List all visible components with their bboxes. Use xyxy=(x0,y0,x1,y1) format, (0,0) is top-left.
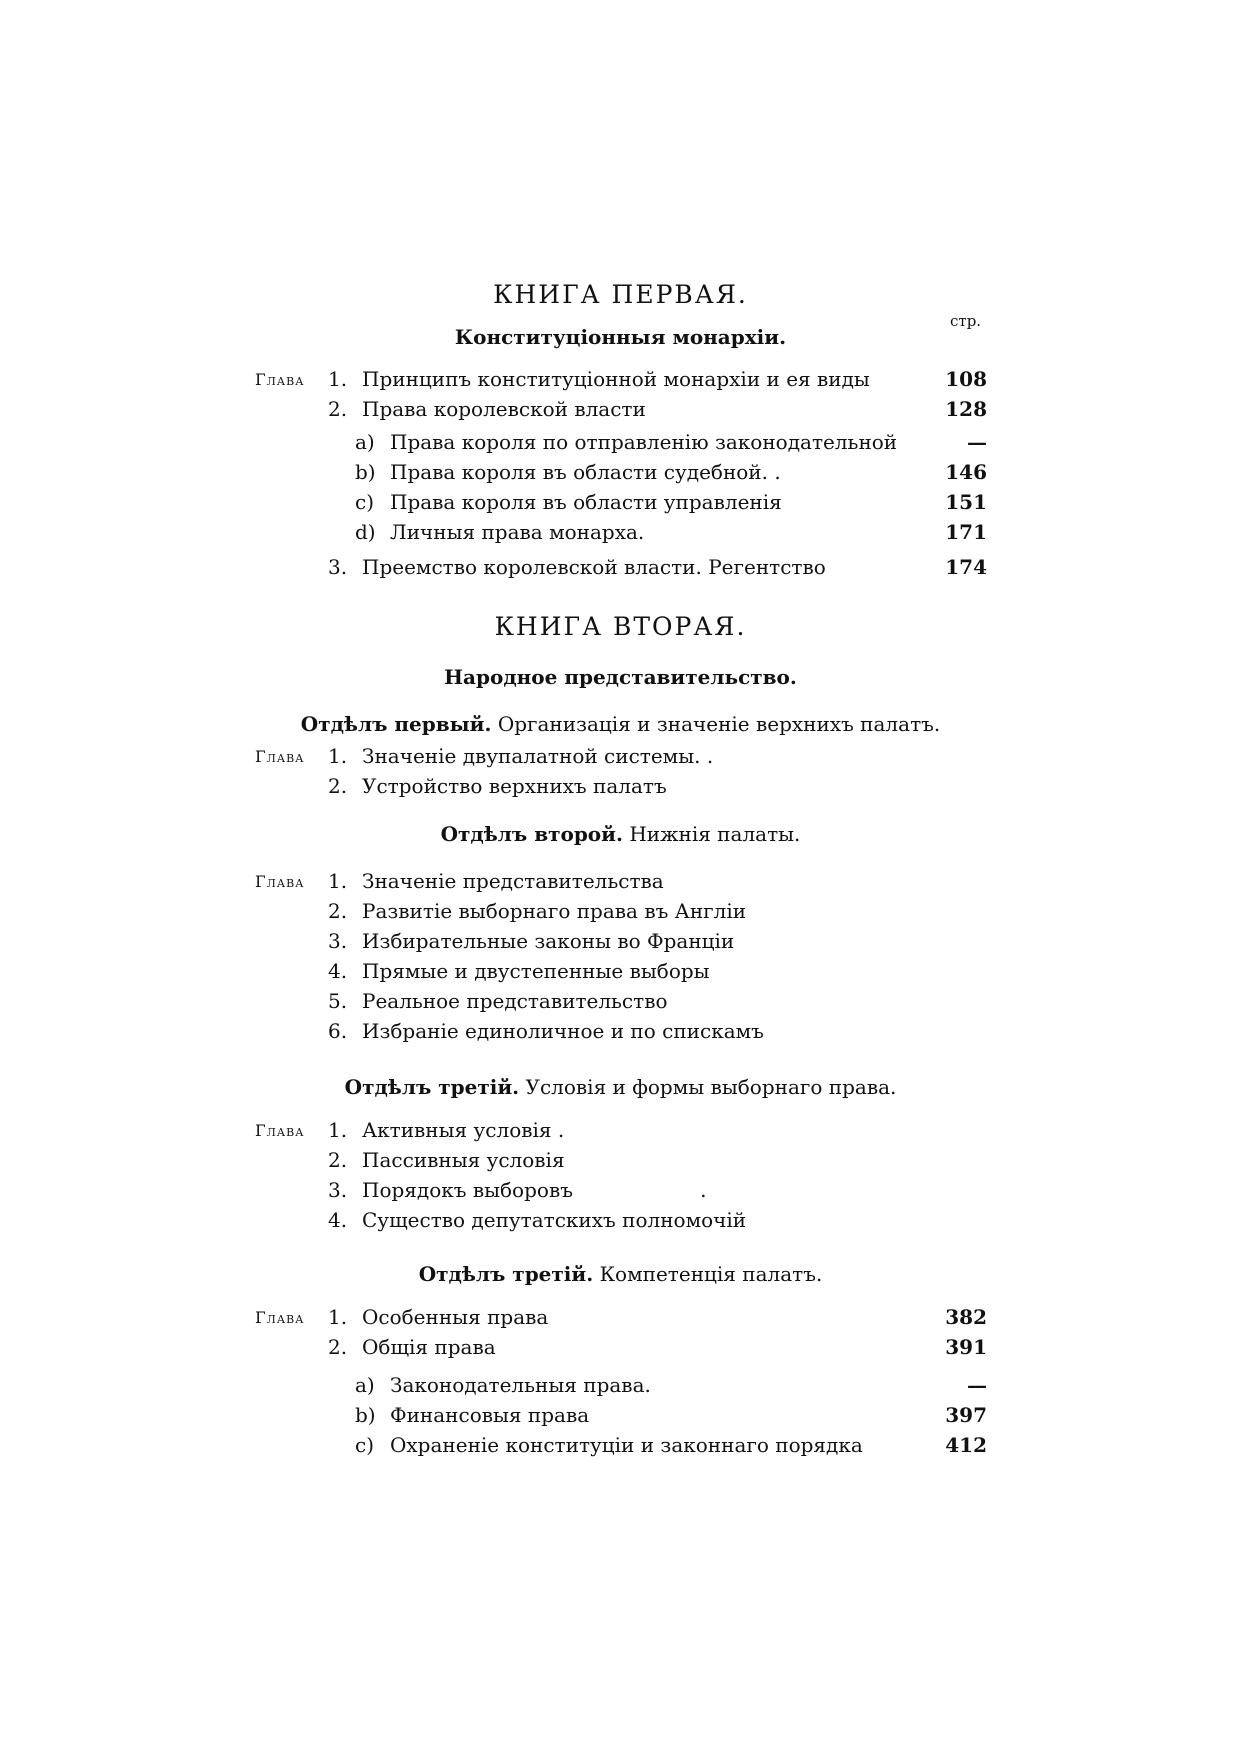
entry-title: Порядокъ выборовъ . xyxy=(362,1178,707,1202)
section-heading xyxy=(0,1262,1241,1286)
toc-subrow xyxy=(0,460,1241,488)
entry-page: 174 xyxy=(945,555,987,579)
entry-page: — xyxy=(967,1373,987,1397)
section-heading xyxy=(0,822,1241,846)
entry-title: Прямые и двустепенные выборы xyxy=(362,959,710,983)
entry-page: 171 xyxy=(945,520,987,544)
entry-title: Права короля въ области управленія xyxy=(390,490,782,514)
entry-title: Права короля въ области судебной. . xyxy=(390,460,781,484)
entry-number: 1. xyxy=(328,1118,348,1142)
entry-page: 108 xyxy=(945,367,987,391)
section-heading xyxy=(0,1075,1241,1099)
toc-subrow xyxy=(0,430,1241,458)
book2-title: КНИГА ВТОРАЯ. xyxy=(494,612,747,641)
chapter-label: Глава xyxy=(255,872,305,891)
chapter-label: Глава xyxy=(255,1121,305,1140)
entry-number: 2. xyxy=(328,774,348,798)
entry-title: Законодательныя права. xyxy=(390,1373,651,1397)
entry-number: 1. xyxy=(328,1305,348,1329)
entry-page: 128 xyxy=(945,397,987,421)
entry-number: b) xyxy=(355,1403,376,1427)
toc-row xyxy=(0,1178,1241,1206)
entry-page: 146 xyxy=(945,460,987,484)
toc-subrow xyxy=(0,490,1241,518)
section-title: Условія и формы выборнаго права. xyxy=(525,1075,897,1099)
entry-title: Финансовыя права xyxy=(390,1403,590,1427)
entry-title: Права короля по отправленію законодательной xyxy=(390,430,898,454)
entry-title: Избраніе единоличное и по спискамъ xyxy=(362,1019,764,1043)
entry-title: Преемство королевской власти. Регентство xyxy=(362,555,826,579)
entry-number: 2. xyxy=(328,899,348,923)
chapter-label: Глава xyxy=(255,747,305,766)
entry-title: Существо депутатскихъ полномочій xyxy=(362,1208,747,1232)
toc-row xyxy=(0,555,1241,583)
toc-subrow xyxy=(0,1433,1241,1461)
entry-number: 2. xyxy=(328,1335,348,1359)
entry-number: 3. xyxy=(328,929,348,953)
toc-subrow xyxy=(0,1403,1241,1431)
entry-title: Личныя права монарха. xyxy=(390,520,645,544)
entry-number: 3. xyxy=(328,555,348,579)
entry-page: — xyxy=(967,430,987,454)
entry-title: Права королевской власти xyxy=(362,397,646,421)
toc-row xyxy=(0,1019,1241,1047)
toc-row xyxy=(0,1148,1241,1176)
toc-row xyxy=(0,774,1241,802)
toc-row xyxy=(0,1335,1241,1363)
entry-title: Принципъ конституціонной монархіи и ея виды xyxy=(362,367,870,391)
section-head: Отдѣлъ второй. xyxy=(440,822,623,846)
entry-title: Избирательные законы во Франціи xyxy=(362,929,735,953)
toc-row xyxy=(0,929,1241,957)
chapter-label: Глава xyxy=(255,1308,305,1327)
entry-number: 3. xyxy=(328,1178,348,1202)
book1-subtitle: Конституціонныя монархіи. xyxy=(454,325,787,349)
entry-number: 4. xyxy=(328,1208,348,1232)
toc-subrow xyxy=(0,520,1241,548)
entry-number: 5. xyxy=(328,989,348,1013)
entry-number: 1. xyxy=(328,367,348,391)
toc-row xyxy=(0,989,1241,1017)
entry-page: 397 xyxy=(945,1403,987,1427)
entry-number: 6. xyxy=(328,1019,348,1043)
section-head: Отдѣлъ третій. xyxy=(344,1075,520,1099)
entry-number: a) xyxy=(355,1373,375,1397)
toc-row xyxy=(0,1305,1241,1333)
entry-title: Значеніе представительства xyxy=(362,869,664,893)
entry-number: 1. xyxy=(328,744,348,768)
entry-page: 151 xyxy=(945,490,987,514)
section-title: Организація и значеніе верхнихъ палатъ. xyxy=(497,712,941,736)
entry-title: Развитіе выборнаго права въ Англіи xyxy=(362,899,747,923)
entry-number: c) xyxy=(355,490,375,514)
toc-row xyxy=(0,1118,1241,1146)
entry-title: Реальное представительство xyxy=(362,989,668,1013)
entry-number: c) xyxy=(355,1433,375,1457)
entry-number: b) xyxy=(355,460,376,484)
entry-number: 2. xyxy=(328,397,348,421)
entry-number: 1. xyxy=(328,869,348,893)
toc-subrow xyxy=(0,1373,1241,1401)
toc-row xyxy=(0,869,1241,897)
entry-number: d) xyxy=(355,520,376,544)
entry-page: 412 xyxy=(945,1433,987,1457)
entry-title: Пассивныя условія xyxy=(362,1148,565,1172)
entry-number: 4. xyxy=(328,959,348,983)
toc-row xyxy=(0,959,1241,987)
section-title: Нижнія палаты. xyxy=(629,822,801,846)
entry-title: Устройство верхнихъ палатъ xyxy=(362,774,667,798)
toc-row xyxy=(0,397,1241,425)
section-heading xyxy=(0,712,1241,736)
chapter-label: Глава xyxy=(255,370,305,389)
entry-page: 382 xyxy=(945,1305,987,1329)
toc-row xyxy=(0,367,1241,395)
book2-subtitle: Народное представительство. xyxy=(444,665,797,689)
entry-title: Значеніе двупалатной системы. . xyxy=(362,744,714,768)
toc-row xyxy=(0,1208,1241,1236)
section-title: Компетенція палатъ. xyxy=(599,1262,823,1286)
entry-number: a) xyxy=(355,430,375,454)
toc-row xyxy=(0,744,1241,772)
section-head: Отдѣлъ третій. xyxy=(418,1262,594,1286)
section-head: Отдѣлъ первый. xyxy=(300,712,492,736)
book1-title: КНИГА ПЕРВАЯ. xyxy=(493,280,748,309)
entry-title: Охраненіе конституціи и законнаго порядка xyxy=(390,1433,863,1457)
entry-title: Активныя условія . xyxy=(362,1118,565,1142)
page-column-label: стр. xyxy=(950,312,982,330)
entry-title: Общія права xyxy=(362,1335,496,1359)
entry-number: 2. xyxy=(328,1148,348,1172)
entry-title: Особенныя права xyxy=(362,1305,549,1329)
entry-page: 391 xyxy=(945,1335,987,1359)
toc-row xyxy=(0,899,1241,927)
